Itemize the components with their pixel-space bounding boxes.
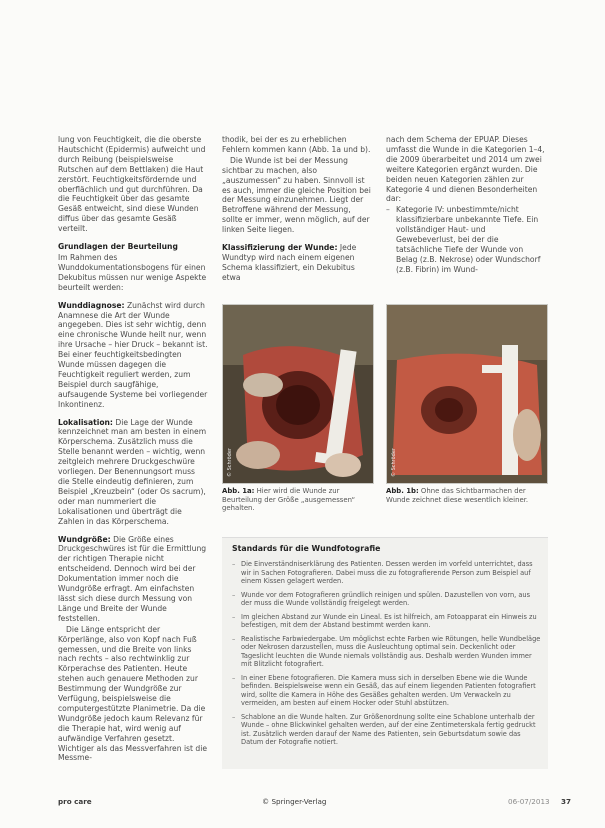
paragraph xyxy=(58,418,208,527)
figure-caption-1b xyxy=(386,487,548,504)
caption-text: Ohne das Sichtbarmachen der Wunde zeichnet diese wesentlich kleiner. xyxy=(386,487,529,504)
paragraph: Die Wunde ist bei der Messung sichtbar zu machen, also „auszumessen“ zu haben. Sinnvoll ist es auch, immer die gleiche Position bei der Messung einzunehmen. Liegt der Betroffene während der Messung, sollte er immer, wenn möglich, auf der linken Seite liegen. xyxy=(222,155,371,235)
paragraph xyxy=(58,301,208,410)
photo-credit: © Schröder xyxy=(391,448,397,477)
text-column-middle xyxy=(222,135,372,295)
figure-caption-1a xyxy=(222,487,374,513)
wound-photo-1b xyxy=(386,304,548,484)
paragraph-body: Zunächst wird durch Anamnese die Art der Wunde angegeben. Dies ist sehr wichtig, denn eine chronische Wunde heilt nur, wenn ihre Ursache – hier Druck – bekannt ist. Bei einer feuchtigkeitsbedingten Wunde müssen dagegen die Feuchtigkeit reguliert werden, zum Beispiel durch saugfähige, aufsaugende Systeme bei vorliegender Inkontinenz. xyxy=(58,300,208,409)
paragraph: Die Länge entspricht der Körperlänge, also von Kopf nach Fuß gemessen, und die Breite von links nach rechts – also rechtwinklig zur Körperachse des Patienten. Heute stehen auch genauere Methoden zur Bestimmung der Wundgröße zur Verfügung, beispielsweise die computergestützte Planimetrie. Da die Wundgröße jedoch kaum Relevanz für die Therapie hat, wird wenig auf aufwändige Verfahren gesetzt. Wichtiger als das Messverfahren ist die Messme- xyxy=(58,624,208,763)
text-column-left xyxy=(58,135,208,800)
standards-infobox xyxy=(222,537,548,769)
infobox-title: Standards für die Wundfotografie xyxy=(232,544,381,553)
footer-issue: 06-07/2013 xyxy=(508,797,550,806)
infobox-item: – In einer Ebene fotografieren. Die Kamera muss sich in derselben Ebene wie die Wunde befinden. Beispielsweise wenn ein Gesäß, das auf einem liegenden Patienten fotografiert wird, sollte die Kamera in Höhe des Gesäßes gehalten werden. Um Verwackeln zu vermeiden, am besten auf einem Hocker oder Stuhl abstützen. xyxy=(232,674,542,708)
paragraph-lead: Lokalisation: xyxy=(58,417,113,427)
wound-photo-1b-image xyxy=(387,305,548,484)
infobox-item: – Schablone an die Wunde halten. Zur Größenordnung sollte eine Schablone unterhalb der Wunde – ohne Blickwinkel gehalten werden, auf der eine Zentimeterskala fertig gedruckt ist. Zusätzlich werden darauf der Name des Patienten, sein Geburtsdatum sowie das Datum der Fotografie notiert. xyxy=(232,713,542,747)
paragraph: Im Rahmen des Wunddokumentationsbogens für einen Dekubitus müssen nur wenige Aspekte beurteilt werden: xyxy=(58,252,207,292)
infobox-list xyxy=(232,560,542,752)
paragraph xyxy=(58,535,208,624)
list-item: – Kategorie IV: unbestimmte/nicht klassifizierbare unbekannte Tiefe. Ein vollständiger Haut- und Gewebeverlust, bei der die tatsächliche Tiefe der Wunde von Belag (z.B. Nekrose) oder Wundschorf (z.B. Fibrin) im Wund- xyxy=(386,205,546,274)
infobox-item: – Realistische Farbwiedergabe. Um möglichst echte Farben wie Rötungen, helle Wundbeläge oder Nekrosen darzustellen, muss die Ausleuchtung optimal sein. Deckenlicht oder Tageslicht leuchten die Wunde niemals vollständig aus. Deshalb werden Wunden immer mit Blitzlicht fotografiert. xyxy=(232,635,542,669)
infobox-item: – Die Einverständniserklärung des Patienten. Dessen werden im vorfeld unterrichtet, dass wir in Sachen Fotografieren. Dabei muss die zu fotografierende Person zum Beispiel auf einem Kissen gelagert werden. xyxy=(232,560,542,586)
wound-photo-1a xyxy=(222,304,374,484)
caption-label: Abb. 1b: xyxy=(386,487,419,495)
infobox-item: – Wunde vor dem Fotografieren gründlich reinigen und spülen. Dazustellen von vorn, aus der muss die Wunde vollständig freigelegt werden. xyxy=(232,591,542,608)
photo-credit: © Schröder xyxy=(227,448,233,477)
wound-photo-1a-image xyxy=(223,305,374,484)
section-heading: Grundlagen der Beurteilung xyxy=(58,242,178,252)
caption-label: Abb. 1a: xyxy=(222,487,255,495)
paragraph: nach dem Schema der EPUAP. Dieses umfasst die Wunde in die Kategorien 1–4, die 2009 überarbeitet und 2014 um zwei weitere Kategorien ergänzt wurden. Die beiden neuen Kategorien zählen zur Kategorie 4 und dienen Besonderheiten dar: xyxy=(386,135,545,204)
infobox-item: – Im gleichen Abstand zur Wunde ein Lineal. Es ist hilfreich, am Fotoapparat ein Hinweis zu befestigen, mit dem der Abstand bestimmt werden kann. xyxy=(232,613,542,630)
paragraph-lead: Wunddiagnose: xyxy=(58,300,125,310)
paragraph-lead: Klassifizierung der Wunde: xyxy=(222,243,338,253)
paragraph-body: Jede Wundtyp wird nach einem eigenen Schema klassifiziert, ein Dekubitus etwa xyxy=(222,243,357,282)
page-number: 37 xyxy=(561,797,572,806)
paragraph-body: Die Lage der Wunde kennzeichnet man am besten in einem Körperschema. Zusätzlich muss die Stelle benannt werden – wichtig, wenn zeitgleich mehrere Druckgeschwüre vorliegen. Der Benennungsort muss die Stelle eindeutig definieren, zum Beispiel „Kreuzbein“ (oder Os sacrum), oder man nummeriert die Lokalisationen und überträgt die Zahlen in das Körperschema. xyxy=(58,417,207,526)
footer-publisher: © Springer-Verlag xyxy=(262,797,327,806)
paragraph: thodik, bei der es zu erheblichen Fehlern kommen kann (Abb. 1a und b). xyxy=(222,135,371,154)
paragraph-body: Die Größe eines Druckgeschwüres ist für die Ermittlung der richtigen Therapie nicht entscheidend. Dennoch wird bei der Dokumentation immer noch die Wundgröße erfragt. Am einfachsten lässt sich diese durch Messung von Länge und Breite der Wunde feststellen. xyxy=(58,534,207,623)
paragraph-lead: Wundgröße: xyxy=(58,534,111,544)
paragraph: lung von Feuchtigkeit, die die oberste Hautschicht (Epidermis) aufweicht und durch Reibung (beispielsweise Rutschen auf dem Bettlaken) die Haut zerstört. Feuchtigkeitsfördernde und oberflächlich und gut durchführen. Da die Feuchtigkeit über das gesamte Gesäß entweicht, sind diese Wunden diffus über das gesamte Gesäß verteilt. xyxy=(58,135,206,234)
paragraph xyxy=(222,243,372,283)
text-column-right xyxy=(386,135,546,300)
footer-brand: pro care xyxy=(58,797,92,806)
caption-text: Hier wird die Wunde zur Beurteilung der Größe „ausgemessen“ gehalten. xyxy=(222,487,356,513)
